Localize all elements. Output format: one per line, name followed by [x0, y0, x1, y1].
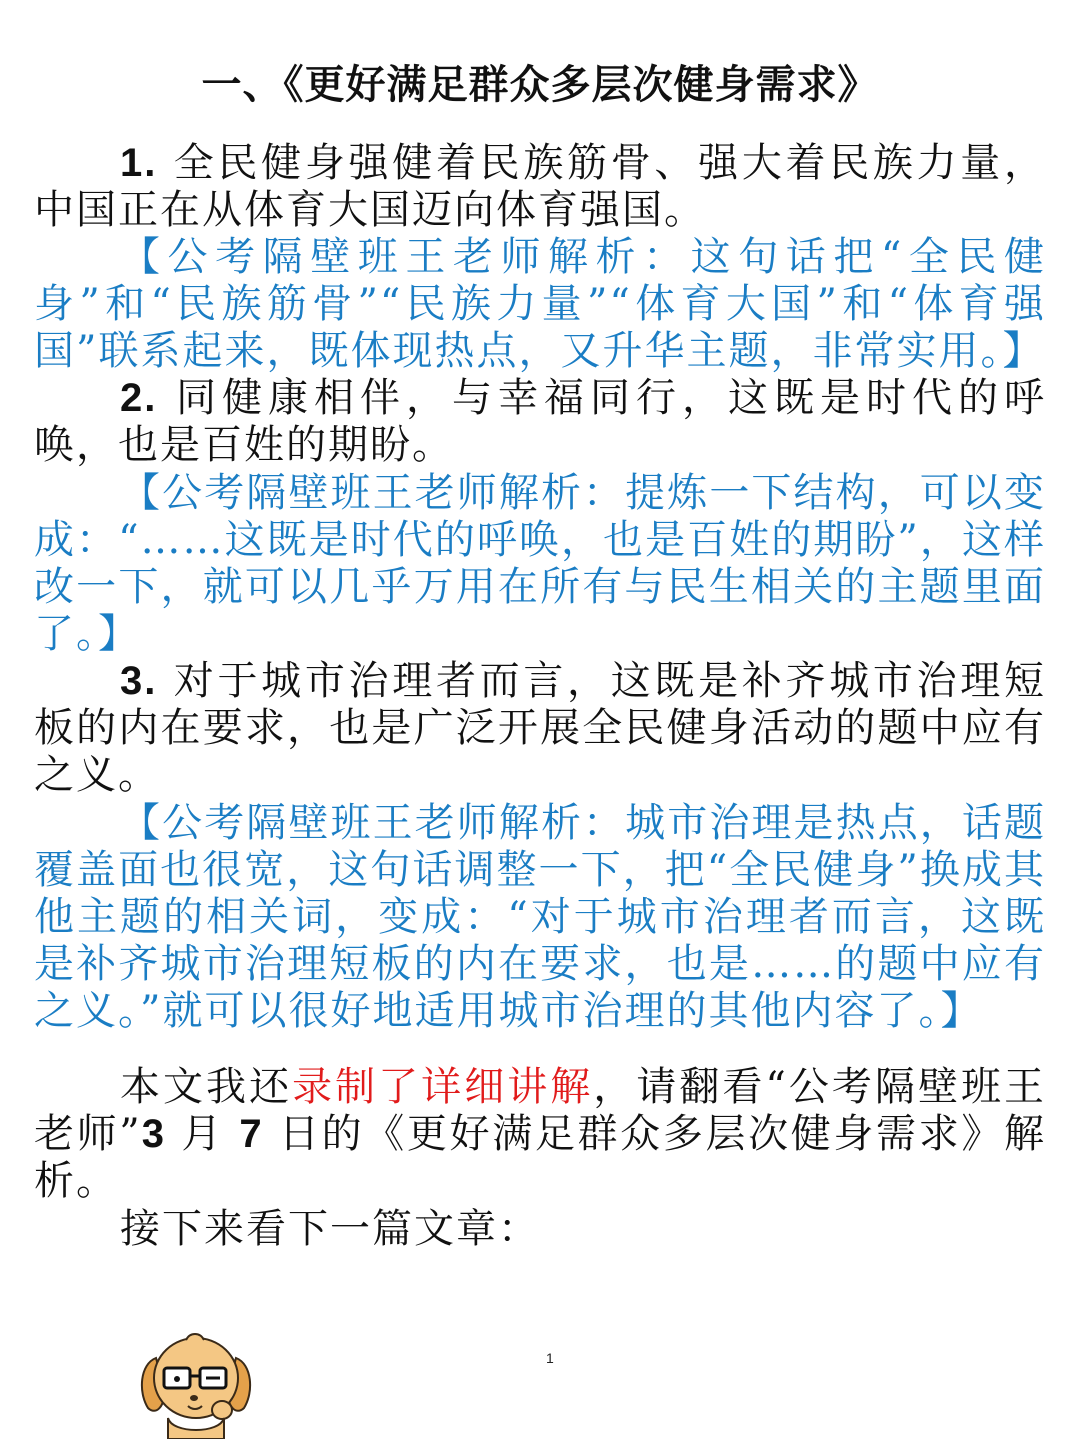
item-1-number: 1. — [120, 141, 158, 185]
item-2-text: 同健康相伴，与幸福同行，这既是时代的呼唤，也是百姓的期盼。 — [34, 375, 1046, 468]
footer-day: 7 — [239, 1112, 264, 1156]
footer-month: 3 — [141, 1112, 166, 1156]
footer-highlight: 录制了详细讲解 — [292, 1064, 594, 1110]
item-1-analysis: 【公考隔壁班王老师解析：这句话把“全民健身”和“民族筋骨”“民族力量”“体育大国”和“体育强国”联系起来，既体现热点，又升华主题，非常实用。】 — [34, 234, 1046, 374]
item-3-number: 3. — [120, 659, 158, 703]
item-2 — [34, 375, 1046, 469]
footer-month-unit: 月 — [166, 1111, 240, 1157]
item-2-number: 2. — [120, 376, 158, 420]
item-3 — [34, 658, 1046, 799]
footer-prefix: 本文我还 — [120, 1064, 293, 1110]
item-1 — [34, 140, 1046, 234]
page-title: 一、《更好满足群众多层次健身需求》 — [201, 61, 879, 108]
item-3-analysis: 【公考隔壁班王老师解析：城市治理是热点，话题覆盖面也很宽，这句话调整一下，把“全民健身”换成其他主题的相关词，变成：“对于城市治理者而言，这既是补齐城市治理短板的内在要求，也是……的题中应有之义。”就可以很好地适用城市治理的其他内容了。】 — [34, 800, 1046, 1034]
footer-middle: ，请翻看“公考隔壁班王老师” — [34, 1064, 1047, 1157]
dog-mascot-icon — [138, 1318, 254, 1439]
next-article-text: 接下来看下一篇文章： — [120, 1206, 540, 1252]
page-number: 1 — [546, 1350, 554, 1366]
item-2-analysis: 【公考隔壁班王老师解析：提炼一下结构，可以变成：“……这既是时代的呼唤，也是百姓的期盼”，这样改一下，就可以几乎万用在所有与民生相关的主题里面了。】 — [34, 470, 1046, 657]
item-3-text: 对于城市治理者而言，这既是补齐城市治理短板的内在要求，也是广泛开展全民健身活动的题中应有之义。 — [34, 658, 1046, 798]
item-1-text: 全民健身强健着民族筋骨、强大着民族力量，中国正在从体育大国迈向体育强国。 — [34, 140, 1046, 233]
footer-suffix: 日的《更好满足群众多层次健身需求》解析。 — [34, 1111, 1046, 1204]
footer-note — [34, 1064, 1046, 1205]
